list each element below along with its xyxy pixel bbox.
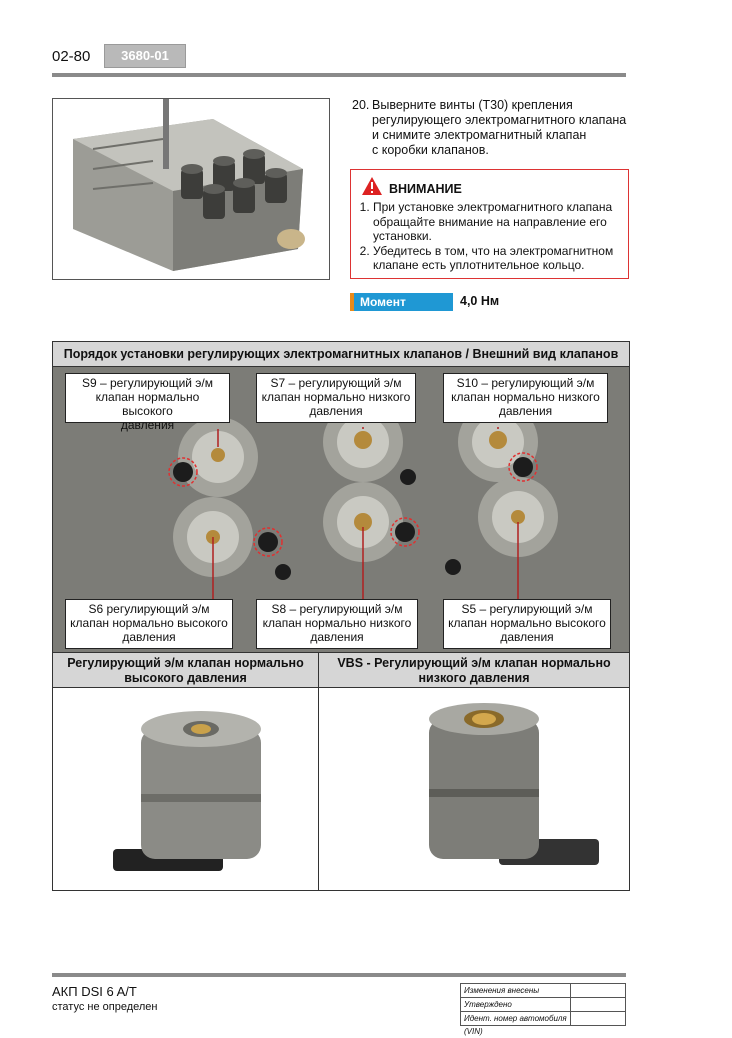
label-line: S5 – регулирующий э/м	[461, 602, 593, 616]
title-line: низкого давления	[418, 671, 530, 685]
label-line: давления	[120, 418, 175, 432]
footer-status: статус не определен	[52, 1001, 158, 1013]
label-line: клапан нормально низкого	[451, 390, 600, 404]
torque-value: 4,0 Нм	[460, 294, 500, 308]
valve-table	[52, 341, 630, 891]
footer-row	[461, 998, 625, 1012]
footer-row-label: Утверждено	[461, 998, 571, 1011]
label-line: S10 – регулирующий э/м	[456, 376, 595, 390]
label-line: клапан нормально высокого	[448, 616, 606, 630]
label-line: давления	[309, 404, 363, 418]
footer-row	[461, 984, 625, 998]
footer-row-label: Идент. номер автомобиля (VIN)	[461, 1012, 571, 1025]
warning-title: ВНИМАНИЕ	[389, 182, 462, 196]
torque-label: Момент затяжки	[350, 293, 453, 311]
label-line: S7 – регулирующий э/м	[270, 376, 402, 390]
label-line: давления	[498, 404, 553, 418]
label-line: клапан нормально низкого	[262, 616, 412, 630]
label-line: давления	[500, 630, 554, 644]
label-line: клапан нормально высокого	[95, 390, 200, 418]
low-pressure-valve-photo	[319, 689, 629, 889]
label-line: S6 регулирующий э/м	[88, 602, 210, 616]
label-line: S9 – регулирующий э/м	[81, 376, 214, 390]
page-number: 02-80	[52, 48, 91, 65]
valve-body-photo	[52, 98, 330, 280]
step-instruction	[352, 98, 632, 158]
title-line: высокого давления	[124, 671, 247, 685]
warning-item: 2. Убедитесь в том, что на электромагнитном клапане есть уплотнительное кольцо.	[373, 244, 628, 273]
label-s7	[256, 373, 416, 423]
solenoid-layout-photo	[53, 367, 629, 652]
label-s5	[443, 599, 611, 649]
label-line: S8 – регулирующий э/м	[271, 602, 403, 616]
step-number: 20.	[352, 98, 370, 112]
warning-box	[350, 169, 629, 279]
footer-rule	[52, 973, 626, 977]
step-text-line: регулирующего электромагнитного клапана	[372, 113, 627, 127]
footer-row	[461, 1012, 625, 1036]
col-right-title	[319, 652, 629, 688]
title-line: Регулирующий э/м клапан нормально	[67, 656, 304, 670]
label-s8	[256, 599, 418, 649]
label-line: давления	[310, 630, 364, 644]
footer-title: АКП DSI 6 A/T	[52, 984, 137, 999]
label-line: давления	[122, 630, 176, 644]
warning-item: 1. При установке электромагнитного клапана обращайте внимание на направление его установки.	[373, 200, 628, 244]
table-title: Порядок установки регулирующих электромагнитных клапанов / Внешний вид клапанов	[53, 342, 629, 367]
step-text-line: Выверните винты (T30) крепления	[372, 98, 573, 112]
col-left-title	[53, 652, 318, 688]
label-s9	[65, 373, 230, 432]
title-line: VBS - Регулирующий э/м клапан нормально	[337, 656, 611, 670]
high-pressure-valve-photo	[53, 689, 318, 889]
footer-approval-table	[460, 983, 626, 1036]
label-line: клапан нормально высокого	[70, 616, 228, 630]
step-text-line: с коробки клапанов.	[372, 143, 489, 157]
label-s10	[443, 373, 608, 423]
footer-row-label: Изменения внесены	[461, 984, 571, 997]
warning-list	[359, 200, 628, 273]
label-s6	[65, 599, 233, 649]
label-line: клапан нормально низкого	[261, 390, 411, 404]
section-code-badge: 3680-01	[104, 44, 186, 68]
header-rule	[52, 73, 626, 77]
warning-icon	[361, 176, 383, 196]
step-text-line: и снимите электромагнитный клапан	[372, 128, 587, 142]
